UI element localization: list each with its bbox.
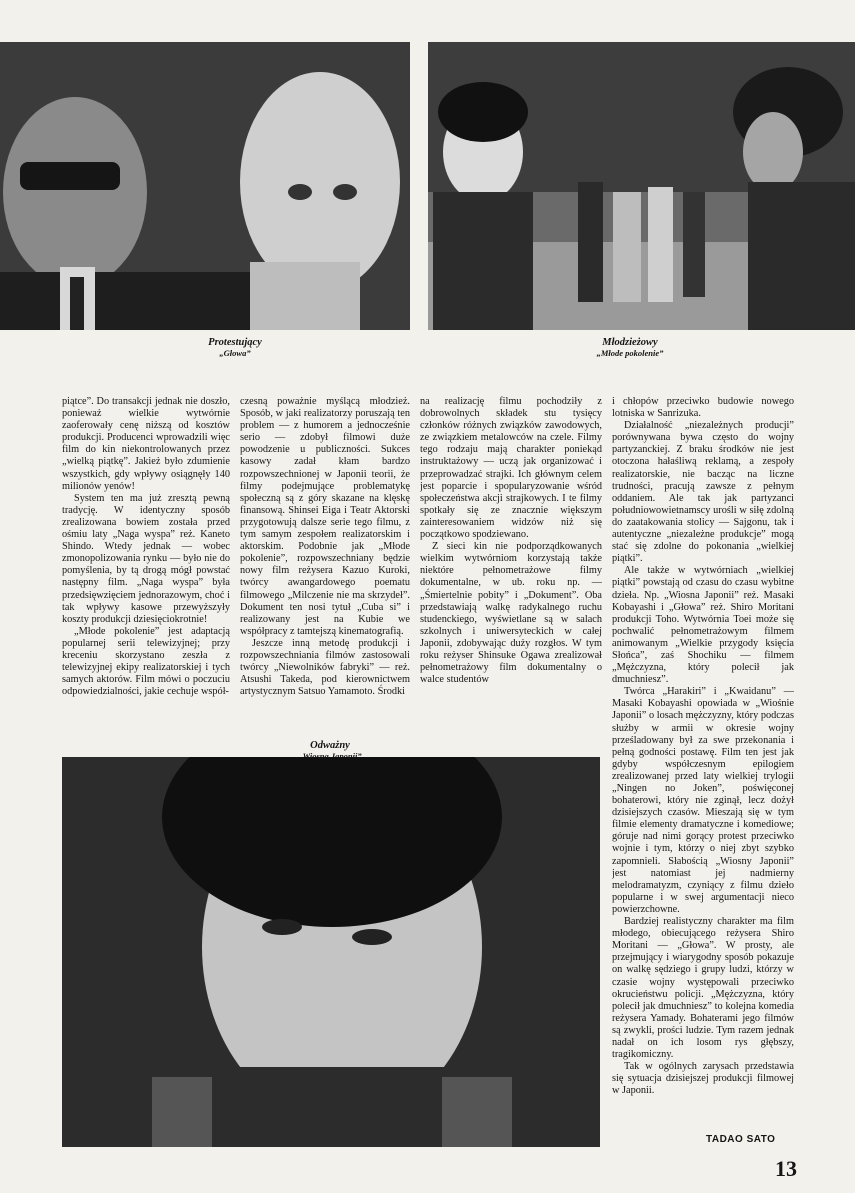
paragraph: Działalność „niezależnych producji” porównywana bywa często do wojny partyzanckiej. Z braku środków nie jest otoczona hałaśliwą reklamą, a zespoły realizatorskie, nie bacząc na liczne trudności, pracują zawsze z pełnym oddaniem. Ale tak jak partyzanci południowowietnamscy urośli w siłę zdolną do zaatakowania stolicy — Sajgonu, tak i autentyczne „niezależne produkcje” mogą stać się zdolne do pokonania „wielkiej piątki”. bbox=[612, 420, 794, 565]
paragraph: Ale także w wytwórniach „wielkiej piątki” powstają od czasu do czasu wybitne dzieła. Np. „Wiosna Japonii” reż. Masaki Kobayashi i „Głowa” reż. Shiro Moritani produkcji Toho. Wytwórnia Toei może się pochwalić pełnometrażowym filmem animowanym „Wielkie przygody księcia Słońca”, zaś Shochiku — filmem „Mężczyzna, który polecił jak dmuchniesz”. bbox=[612, 565, 794, 686]
photo-wiosna-japonii bbox=[62, 757, 600, 1147]
paragraph: Z sieci kin nie podporządkowanych wielkim wytwórniom korzystają także niektóre pełnometrażowe filmy dokumentalne, w ub. roku np. — „Śmiertelnie pobity” i „Dokument”. Oba przedstawiają walkę radykalnego ruchu studenckiego, wyświetlane są w salach szkolnych i uniwersyteckich w całej Japonii, zdobywając duży rozgłos. W tym roku reżyser Shinsuke Ogawa zrealizował pełnometrażowy film dokumentalny o walce studentów bbox=[420, 541, 602, 686]
caption-title: Protestujący bbox=[208, 337, 262, 348]
caption-title: Odważny bbox=[310, 740, 350, 751]
author-byline: TADAO SATO bbox=[706, 1134, 776, 1145]
paragraph: czesną poważnie myślącą młodzież. Sposób, w jaki realizatorzy poruszają ten problem — z humorem a jednocześnie serio — zdobył filmowi duże powodzenie u publiczności. Sukces kasowy zadał kłam bardzo rozpowszechnionej w Japonii teorii, że filmy podejmujące problematykę społeczną są z góry skazane na klęskę finansową. Shinsei Eiga i Teatr Aktorski przygotowują dalsze serie tego filmu, z tym samym zespołem realizatorskim i aktorskim. Podobnie jak „Młode pokolenie”, rozpowszechniany będzie nowy film reżysera Kazuo Kuroki, twórcy awangardowego poematu filmowego „Milczenie nie ma skrzydeł”. Dokument ten nosi tytuł „Cuba si” i realizowany jest na Kubie we współpracy z tamtejszą kinematografią. bbox=[240, 396, 410, 637]
article-column-2 bbox=[240, 396, 410, 734]
paragraph: Jeszcze inną metodę produkcji i rozpowszechniania filmów zastosowali twórcy „Niewolników fabryki” — reż. Atsushi Takeda, pod kierownictwem artystycznym Satsuo Yamamoto. Środki bbox=[240, 637, 410, 698]
caption-film: „Głowa” bbox=[219, 348, 251, 359]
paragraph: System ten ma już zresztą pewną tradycję. W identyczny sposób zrealizowana bowiem została przed ośmiu laty „Naga wyspa” reż. Kaneto Shindo. Wtedy jednak — wobec zmonopolizowania rynku — było nie do pomyślenia, by tą drogą mógł powstać następny film. „Naga wyspa” była przedsięwzięciem jednorazowym, choć i tak wpływy kasowe przewyższyły koszty produkcji dziesięciokrotnie! bbox=[62, 492, 230, 625]
caption-mlode-pokolenie bbox=[555, 337, 705, 359]
paragraph: Twórca „Harakiri” i „Kwaidanu” — Masaki Kobayashi opowiada w „Wiośnie Japonii” o losach mężczyzny, który podczas służby w armii w okresie wojny prześladowany był za swe przekonania i pełną godności postawę. Film ten jest jak gdyby współczesnym epilogiem zrealizowanej przed laty wielkiej trylogii „Ningen no Joken”, poświęconej bohaterowi, który nie zginął, lecz dożył dzisiejszych czasów. Mieszają się w tym filmie elementy dramatyczne i komediowe; góruje nad nimi gorący protest przeciwko wojnie i tym, którzy o niej zbyt szybko zapomnieli. Słabością „Wiosny Japonii” jest natomiast jej nadmierny melodramatyzm, czyniący z filmu dzieło popularne i w swej argumentacji nieco powierzchowne. bbox=[612, 686, 794, 915]
paragraph: Bardziej realistyczny charakter ma film młodego, obiecującego reżysera Shiro Moritani — „Głowa”. W prosty, ale przejmujący i wiarygodny sposób pokazuje on walkę sędziego i grupy ludzi, którzy w czasie wojny występowali przeciwko okrucieństwu policji. „Mężczyzna, który polecił jak dmuchniesz” to kolejna komedia reżysera Yamady. Bohaterami jego filmów są zwykli, prości ludzie. Tym razem jednak nadał on ich losom rys głębszy, tragikomiczny. bbox=[612, 916, 794, 1061]
caption-film: „Młode pokolenie” bbox=[596, 348, 664, 359]
caption-glowa bbox=[160, 337, 310, 359]
paragraph: na realizację filmu pochodziły z dobrowolnych składek stu tysięcy członków różnych związków zawodowych, ze związkiem metalowców na czele. Filmy tego rodzaju mają charakter poniekąd instruktażowy — uczą jak organizować i przeprowadzać strajki. Ich głównym celem jest poparcie i spopularyzowanie wśród społeczeństwa akcji strajkowych. I te filmy spotkały się ze znacznie większym zainteresowaniem widzów niż się początkowo spodziewano. bbox=[420, 396, 602, 541]
photo-mlode-pokolenie bbox=[428, 42, 855, 330]
paragraph: piątce”. Do transakcji jednak nie doszło, ponieważ wielkie wytwórnie zaoferowały cenę niższą od kosztów produkcji. Producenci wprowadzili więc film do kin niekontrolowanych przez „wielką piątkę”. Jakież było zdumienie wszystkich, gdy wpływy osiągnęły 140 milionów yenów! bbox=[62, 396, 230, 492]
article-column-4 bbox=[612, 396, 794, 1144]
paragraph: i chłopów przeciwko budowie nowego lotniska w Sanrizuka. bbox=[612, 396, 794, 420]
article-column-3 bbox=[420, 396, 602, 734]
paragraph: Tak w ogólnych zarysach przedstawia się sytuacja dzisiejszej produkcji filmowej w Japonii. bbox=[612, 1061, 794, 1097]
photo-glowa bbox=[0, 42, 410, 330]
page-number: 13 bbox=[775, 1156, 797, 1181]
article-column-1 bbox=[62, 396, 230, 734]
caption-title: Młodzieżowy bbox=[602, 337, 658, 348]
paragraph: „Młode pokolenie” jest adaptacją popularnej serii telewizyjnej; przy kreceniu skorzystano zeszła z telewizyjnej ekipy realizatorskiej i tych samych aktorów. Film mówi o poczuciu odpowiedzialności, jakie cechuje współ- bbox=[62, 625, 230, 698]
